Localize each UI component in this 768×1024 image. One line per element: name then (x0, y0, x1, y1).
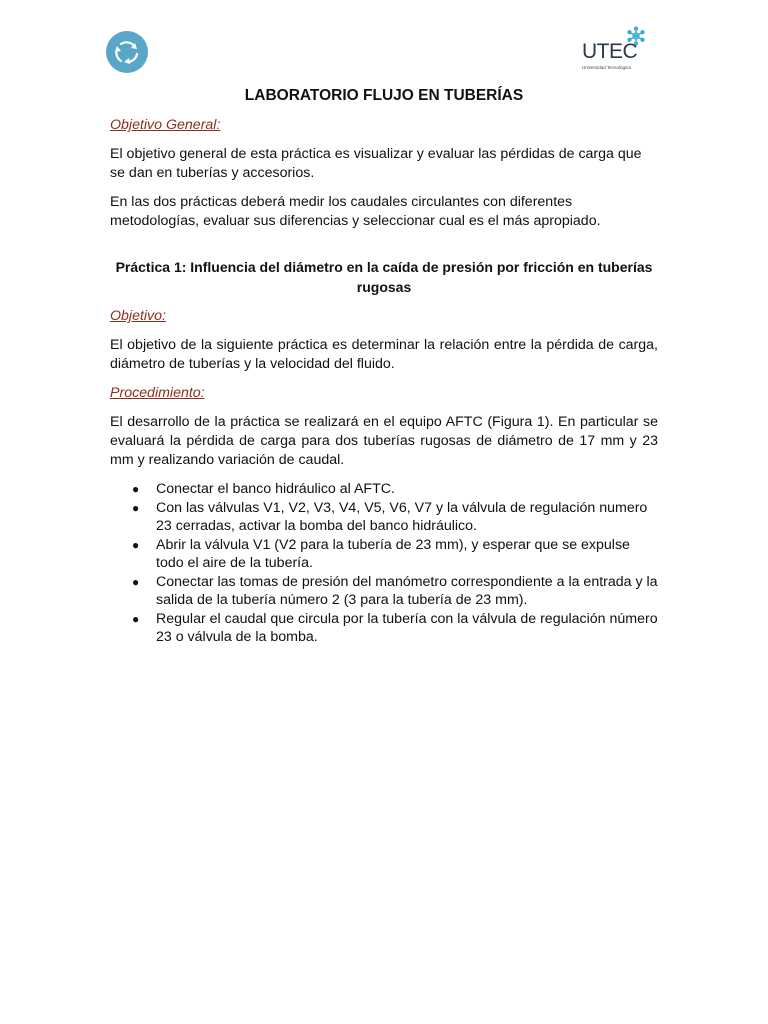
bullet-icon: ● (132, 574, 140, 589)
bullet-icon: ● (132, 482, 140, 496)
list-item (110, 536, 658, 573)
document-title: LABORATORIO FLUJO EN TUBERÍAS (244, 87, 524, 104)
snowflake-icon (626, 26, 646, 46)
practice-1-title: Práctica 1: Influencia del diámetro en la caída de presión por fricción en tuberías rugosas (115, 259, 653, 295)
list-item (110, 573, 658, 610)
utec-logo (578, 26, 650, 72)
document-body (110, 86, 658, 647)
list-item-text: Regular el caudal que circula por la tubería con la válvula de regulación número 23 o válvula de la bomba. (156, 610, 658, 645)
procedure-paragraph: El desarrollo de la práctica se realizará en el equipo AFTC (Figura 1). En particular se evaluará la pérdida de carga para dos tuberías rugosas de diámetro de 17 mm y 23 mm y realizando variación de caudal. (110, 414, 658, 468)
general-objective-paragraph: El objetivo general de esta práctica es visualizar y evaluar las pérdidas de carga que se dan en tuberías y accesorios. (110, 146, 642, 181)
list-item-text: Con las válvulas V1, V2, V3, V4, V5, V6, V7 y la válvula de regulación numero 23 cerradas, activar la bomba del banco hidráulico. (156, 499, 648, 534)
list-item-text: Conectar las tomas de presión del manómetro correspondiente a la entrada y la salida de la tubería número 2 (3 para la tubería de 23 mm). (156, 573, 658, 608)
list-item-text: Abrir la válvula V1 (V2 para la tubería de 23 mm), y esperar que se expulse todo el aire de la tubería. (156, 536, 630, 571)
general-objective-paragraph-2: En las dos prácticas deberá medir los caudales circulantes con diferentes metodologías, evaluar sus diferencias y seleccionar cual es el más apropiado. (110, 194, 601, 229)
utec-tagline: Universidad Tecnológica (582, 65, 631, 70)
objective-heading: Objetivo: (110, 308, 166, 324)
bullet-icon: ● (132, 611, 140, 626)
list-item (110, 499, 658, 536)
recycle-logo-icon (104, 30, 150, 74)
utec-wordmark: UTEC (582, 40, 638, 63)
procedure-heading: Procedimiento: (110, 385, 205, 401)
list-item-text: Conectar el banco hidráulico al AFTC. (156, 481, 395, 497)
procedure-steps-list (110, 480, 658, 647)
bullet-icon: ● (132, 537, 140, 552)
list-item (110, 480, 658, 499)
list-item (110, 610, 658, 647)
bullet-icon: ● (132, 500, 140, 515)
general-objective-heading: Objetivo General: (110, 117, 221, 133)
objective-paragraph: El objetivo de la siguiente práctica es determinar la relación entre la pérdida de carga, diámetro de tuberías y la velocidad del fluido. (110, 337, 658, 372)
